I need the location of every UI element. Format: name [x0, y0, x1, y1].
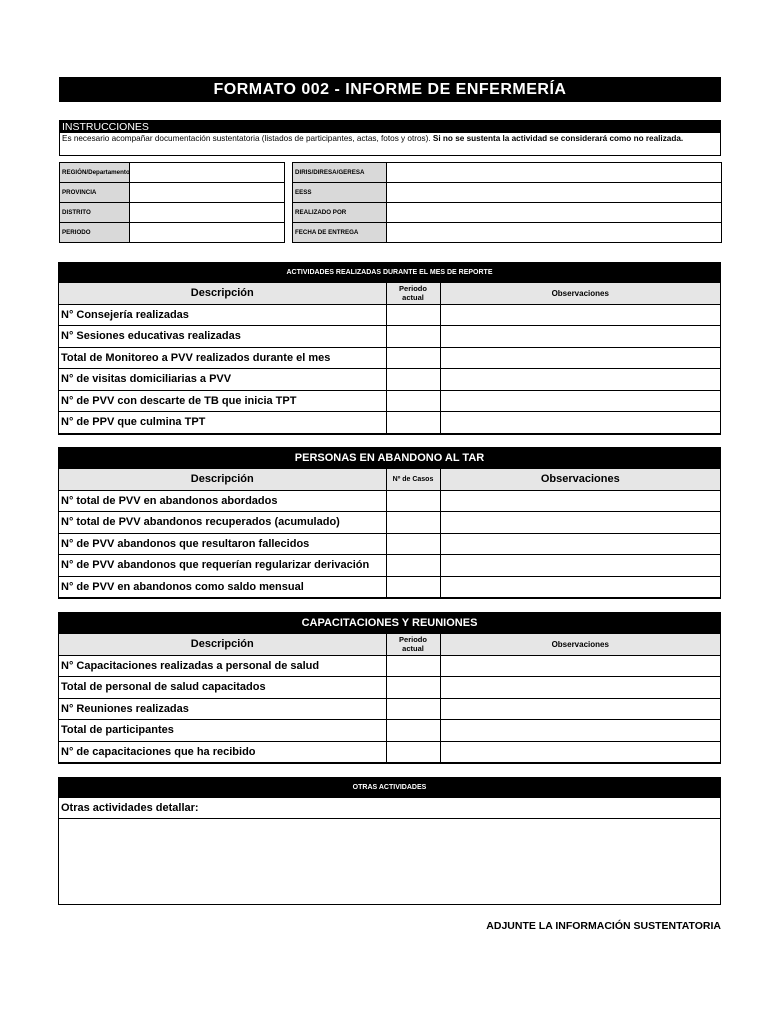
section-capacitaciones [58, 612, 721, 764]
section-otras [58, 777, 721, 905]
section-actividades-heading: ACTIVIDADES REALIZADAS DURANTE EL MES DE REPORTE [59, 263, 720, 283]
instructions-box [59, 120, 721, 156]
row-description: N° Consejería realizadas [59, 304, 386, 326]
observation-cell[interactable] [440, 698, 720, 720]
table-row [59, 720, 720, 742]
row-description: N° de visitas domiciliarias a PVV [59, 369, 386, 391]
instructions-warning: Si no se sustenta la actividad se considerará como no realizada. [430, 134, 684, 143]
table-row [59, 576, 720, 598]
col-header-descripcion: Descripción [59, 283, 386, 304]
row-description: N° total de PVV abandonos recuperados (acumulado) [59, 512, 386, 534]
value-cell[interactable] [386, 326, 440, 348]
table-row [59, 347, 720, 369]
otras-actividades-field[interactable] [59, 819, 720, 903]
col-header-observaciones: Observaciones [440, 283, 720, 304]
meta-field-diris[interactable] [387, 163, 722, 183]
row-description: Total de participantes [59, 720, 386, 742]
instructions-text [60, 133, 720, 143]
table-row [59, 655, 720, 677]
table-row [59, 698, 720, 720]
observation-cell[interactable] [440, 655, 720, 677]
observation-cell[interactable] [440, 326, 720, 348]
otras-actividades-label: Otras actividades detallar: [59, 798, 720, 819]
value-cell[interactable] [386, 655, 440, 677]
table-row [59, 677, 720, 699]
meta-label-fecha-entrega: FECHA DE ENTREGA [293, 223, 387, 243]
col-header-descripcion: Descripción [59, 634, 386, 655]
col-header-observaciones: Observaciones [440, 469, 720, 490]
observation-cell[interactable] [440, 677, 720, 699]
instructions-heading: INSTRUCCIONES [60, 121, 720, 133]
row-description: N° de PVV en abandonos como saldo mensual [59, 576, 386, 598]
section-abandono-heading: PERSONAS EN ABANDONO AL TAR [59, 448, 720, 469]
value-cell[interactable] [386, 512, 440, 534]
value-cell[interactable] [386, 677, 440, 699]
observation-cell[interactable] [440, 412, 720, 434]
value-cell[interactable] [386, 369, 440, 391]
table-row [59, 390, 720, 412]
col-header-periodo: Periodo actual [386, 634, 440, 655]
observation-cell[interactable] [440, 304, 720, 326]
section-actividades [58, 262, 721, 435]
meta-label-diris: DIRIS/DIRESA/GERESA [293, 163, 387, 183]
meta-label-periodo: PERIODO [60, 223, 130, 243]
meta-field-periodo[interactable] [130, 223, 285, 243]
row-description: N° Reuniones realizadas [59, 698, 386, 720]
row-description: N° de PVV abandonos que requerían regularizar derivación [59, 555, 386, 577]
meta-label-region: REGIÓN/Departamento [60, 163, 130, 183]
col-header-periodo: Periodo actual [386, 283, 440, 304]
value-cell[interactable] [386, 720, 440, 742]
value-cell[interactable] [386, 555, 440, 577]
col-header-descripcion: Descripción [59, 469, 386, 490]
value-cell[interactable] [386, 347, 440, 369]
row-description: N° Sesiones educativas realizadas [59, 326, 386, 348]
section-otras-heading: OTRAS ACTIVIDADES [59, 778, 720, 798]
table-row [59, 412, 720, 434]
capacitaciones-table [59, 634, 720, 763]
table-row [59, 741, 720, 763]
observation-cell[interactable] [440, 390, 720, 412]
instructions-body: Es necesario acompañar documentación sustentatoria (listados de participantes, actas, fotos y otros). [62, 134, 431, 143]
table-row [59, 555, 720, 577]
table-row [59, 490, 720, 512]
meta-table-left [59, 162, 285, 243]
observation-cell[interactable] [440, 533, 720, 555]
section-abandono [58, 447, 721, 599]
row-description: N° de PVV con descarte de TB que inicia TPT [59, 390, 386, 412]
row-description: Total de personal de salud capacitados [59, 677, 386, 699]
meta-table-right [292, 162, 722, 243]
table-row [59, 369, 720, 391]
value-cell[interactable] [386, 412, 440, 434]
row-description: N° de PVV abandonos que resultaron fallecidos [59, 533, 386, 555]
observation-cell[interactable] [440, 369, 720, 391]
row-description: N° Capacitaciones realizadas a personal de salud [59, 655, 386, 677]
value-cell[interactable] [386, 390, 440, 412]
col-header-observaciones: Observaciones [440, 634, 720, 655]
abandono-table [59, 469, 720, 598]
value-cell[interactable] [386, 533, 440, 555]
observation-cell[interactable] [440, 555, 720, 577]
actividades-table [59, 283, 720, 434]
document-title: FORMATO 002 - INFORME DE ENFERMERÍA [59, 77, 721, 102]
row-description: N° total de PVV en abandonos abordados [59, 490, 386, 512]
row-description: N° de PPV que culmina TPT [59, 412, 386, 434]
meta-field-distrito[interactable] [130, 203, 285, 223]
value-cell[interactable] [386, 490, 440, 512]
row-description: Total de Monitoreo a PVV realizados durante el mes [59, 347, 386, 369]
value-cell[interactable] [386, 698, 440, 720]
row-description: N° de capacitaciones que ha recibido [59, 741, 386, 763]
meta-field-eess[interactable] [387, 183, 722, 203]
meta-label-eess: EESS [293, 183, 387, 203]
value-cell[interactable] [386, 741, 440, 763]
table-row [59, 533, 720, 555]
meta-label-realizado-por: REALIZADO POR [293, 203, 387, 223]
meta-field-fecha-entrega[interactable] [387, 223, 722, 243]
footer-note: ADJUNTE LA INFORMACIÓN SUSTENTATORIA [486, 920, 721, 932]
table-row [59, 512, 720, 534]
meta-label-provincia: PROVINCIA [60, 183, 130, 203]
meta-label-distrito: DISTRITO [60, 203, 130, 223]
observation-cell[interactable] [440, 576, 720, 598]
value-cell[interactable] [386, 576, 440, 598]
value-cell[interactable] [386, 304, 440, 326]
observation-cell[interactable] [440, 490, 720, 512]
observation-cell[interactable] [440, 347, 720, 369]
col-header-casos: Nº de Casos [386, 469, 440, 490]
meta-field-realizado-por[interactable] [387, 203, 722, 223]
meta-field-provincia[interactable] [130, 183, 285, 203]
observation-cell[interactable] [440, 741, 720, 763]
meta-field-region[interactable] [130, 163, 285, 183]
table-row [59, 326, 720, 348]
table-row [59, 304, 720, 326]
section-capacitaciones-heading: CAPACITACIONES Y REUNIONES [59, 613, 720, 634]
observation-cell[interactable] [440, 720, 720, 742]
observation-cell[interactable] [440, 512, 720, 534]
